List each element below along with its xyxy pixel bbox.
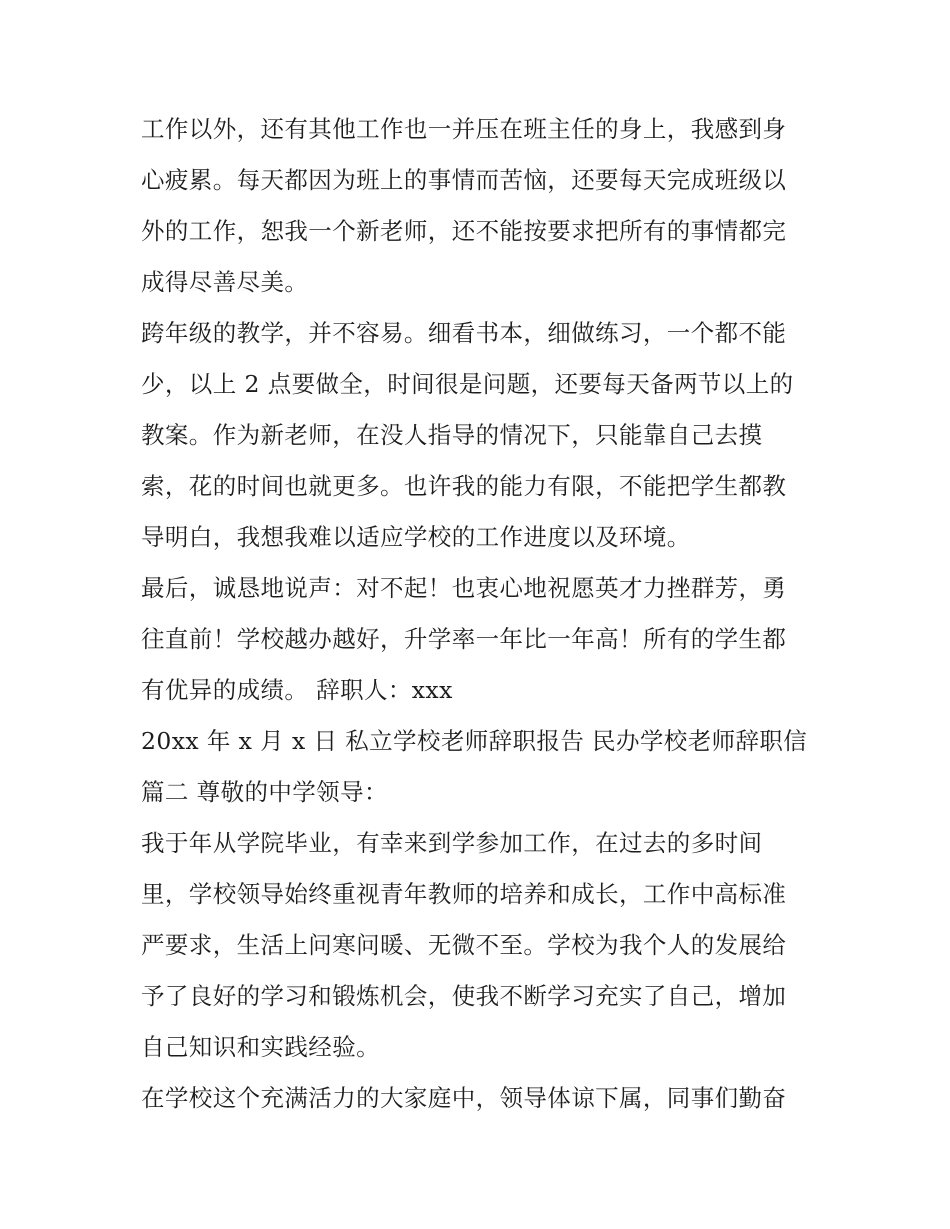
text-line: 往直前！学校越办越好，升学率一年比一年高！所有的学生都	[141, 625, 787, 653]
text-line: 心疲累。每天都因为班上的事情而苦恼，还要每天完成班级以	[141, 166, 787, 194]
text-line: 在学校这个充满活力的大家庭中，领导体谅下属，同事们勤奋	[141, 1084, 787, 1112]
text-line: 工作以外，还有其他工作也一并压在班主任的身上，我感到身	[141, 115, 787, 143]
text-line: 予了良好的学习和锻炼机会，使我不断学习充实了自己，增加	[141, 982, 787, 1010]
text-line: 里，学校领导始终重视青年教师的培养和成长，工作中高标准	[141, 880, 787, 908]
text-line: 导明白，我想我难以适应学校的工作进度以及环境。	[141, 523, 691, 551]
text-line: 自己知识和实践经验。	[141, 1033, 380, 1061]
section-heading: 篇二 尊敬的中学领导：	[141, 778, 388, 806]
text-line: 我于年从学院毕业，有幸来到学参加工作，在过去的多时间	[141, 829, 763, 857]
text-line: 最后，诚恳地说声：对不起！也衷心地祝愿英才力挫群芳，勇	[141, 574, 787, 602]
date-title-line: 20xx 年 x 月 x 日 私立学校老师辞职报告 民办学校老师辞职信	[141, 727, 808, 755]
text-line: 成得尽善尽美。	[141, 268, 309, 296]
text-line: 跨年级的教学，并不容易。细看书本，细做练习，一个都不能	[141, 319, 787, 347]
text-line: 索，花的时间也就更多。也许我的能力有限，不能把学生都教	[141, 472, 787, 500]
document-body	[141, 104, 821, 1124]
text-line: 少，以上 2 点要做全，时间很是问题，还要每天备两节以上的	[141, 370, 794, 398]
text-line: 教案。作为新老师，在没人指导的情况下，只能靠自己去摸	[141, 421, 763, 449]
text-line: 严要求，生活上问寒问暖、无微不至。学校为我个人的发展给	[141, 931, 787, 959]
text-line: 外的工作，恕我一个新老师，还不能按要求把所有的事情都完	[141, 217, 787, 245]
signature-line: 有优异的成绩。 辞职人：xxx	[141, 676, 453, 704]
